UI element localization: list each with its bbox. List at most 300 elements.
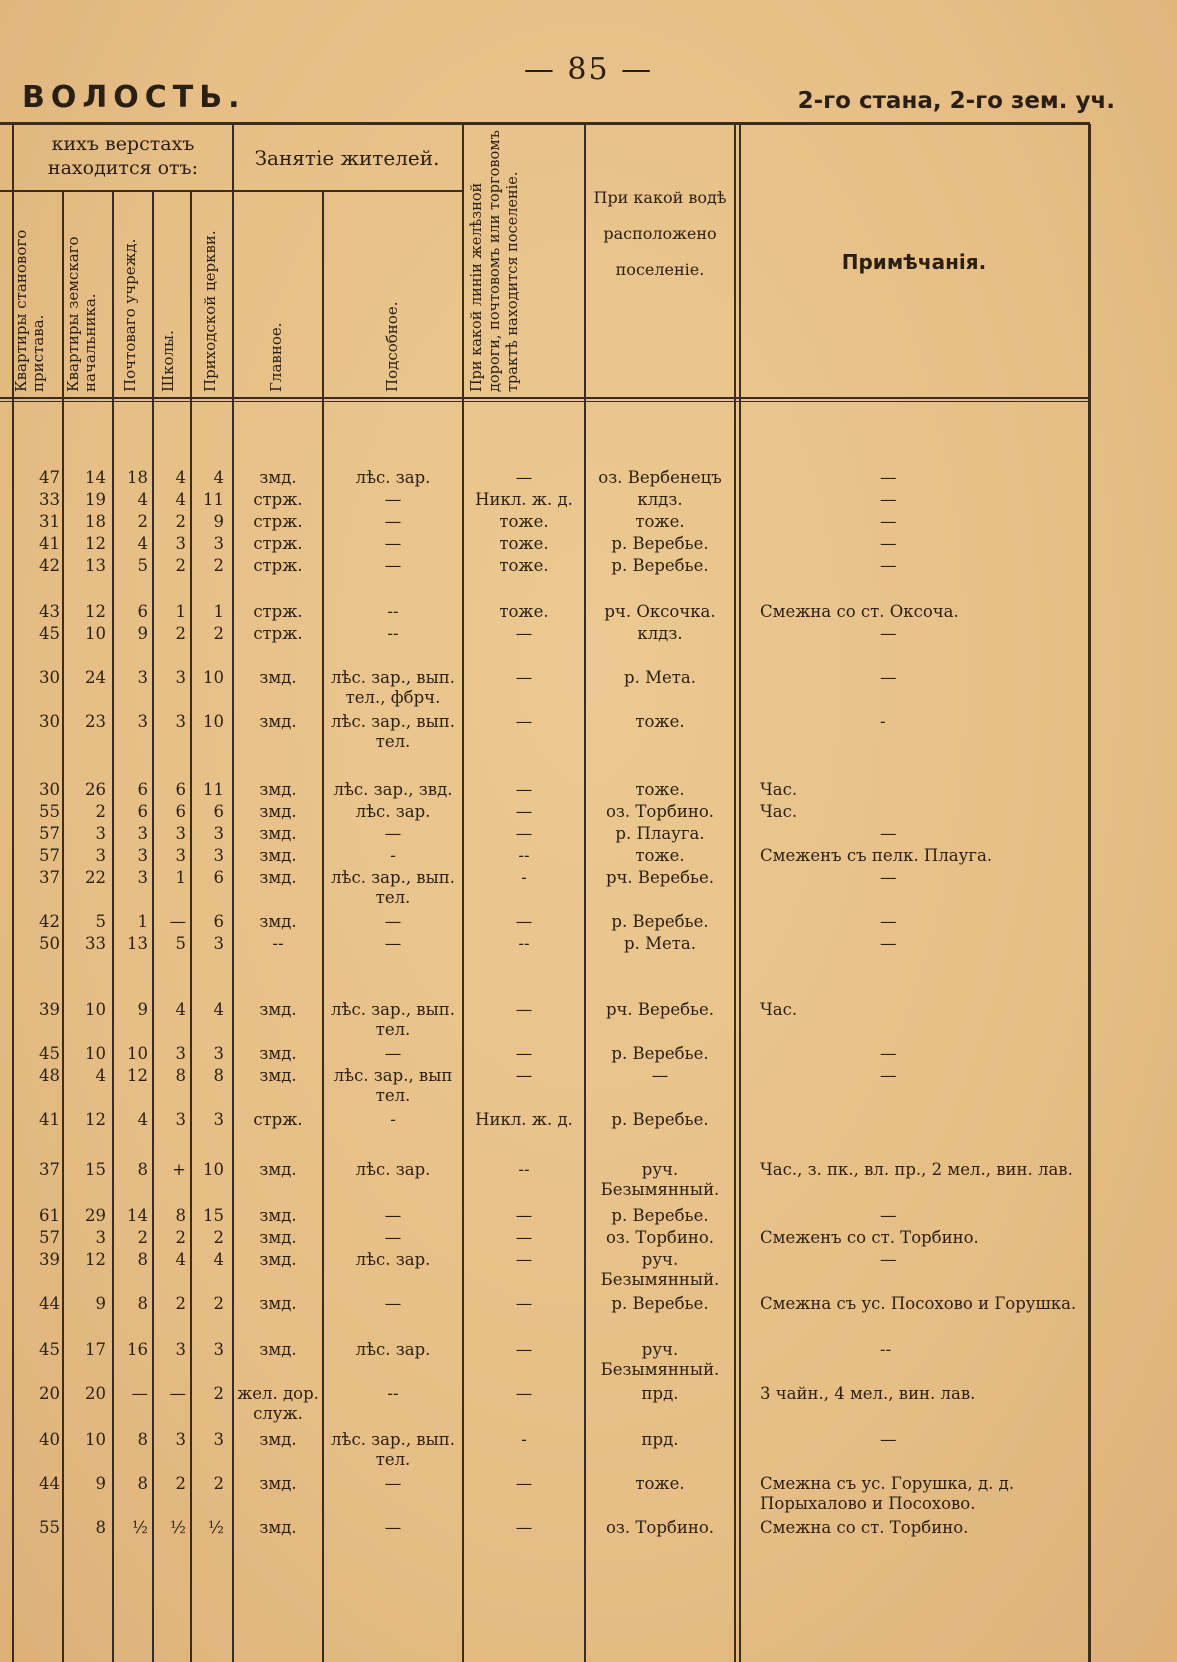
main-occupation-cell: змд.	[259, 1228, 297, 1247]
side-occupation-cell: —	[384, 1294, 402, 1313]
road-cell: —	[515, 1474, 533, 1493]
water-cell: р. Веребье.	[611, 1294, 709, 1313]
distance-cell: 13	[85, 556, 106, 575]
distance-cell: ½	[208, 1518, 224, 1537]
main-occupation-cell: стрж.	[253, 534, 303, 553]
distance-cell: 2	[213, 1474, 224, 1493]
note-cell: —	[880, 490, 897, 509]
top-rule	[0, 122, 1090, 125]
distance-cell: 2	[213, 1294, 224, 1313]
main-occupation-cell: стрж.	[253, 624, 303, 643]
distance-cell: 33	[85, 934, 106, 953]
distance-group-header: кихъ верстахъ находится отъ:	[47, 133, 199, 179]
distance-cell: 23	[85, 712, 106, 731]
distance-cell: 42	[39, 912, 60, 931]
distance-cell: 2	[213, 1228, 224, 1247]
distance-cell: 3	[213, 824, 224, 843]
side-occupation-cell: --	[387, 1384, 399, 1403]
water-cell: тоже.	[635, 712, 685, 731]
distance-cell: 16	[127, 1340, 148, 1359]
distance-cell: 14	[85, 468, 106, 487]
note-cell: Смежна со ст. Торбино.	[760, 1518, 969, 1537]
col-divider	[462, 124, 464, 1662]
stanovoy-header: Квартиры станового пристава.	[12, 229, 47, 392]
water-cell: оз. Торбино.	[605, 1228, 715, 1247]
distance-cell: 42	[39, 556, 60, 575]
distance-cell: +	[172, 1160, 186, 1179]
distance-cell: 50	[39, 934, 60, 953]
road-cell: --	[518, 1160, 530, 1179]
road-cell: —	[515, 824, 533, 843]
side-occupation-cell: --	[387, 602, 399, 621]
distance-cell: 57	[39, 1228, 60, 1247]
distance-cell: 3	[175, 1340, 186, 1359]
side-occupation-cell: —	[384, 534, 402, 553]
distance-cell: 3	[175, 1044, 186, 1063]
distance-cell: 37	[39, 1160, 60, 1179]
distance-cell: ½	[132, 1518, 148, 1537]
water-cell: р. Веребье.	[611, 556, 709, 575]
note-cell: Смежна съ ус. Горушка, д. д. Порыхалово и Посохово.	[760, 1474, 1015, 1513]
distance-cell: 3	[175, 1430, 186, 1449]
distance-cell: 12	[85, 1250, 106, 1269]
side-occupation-cell: —	[384, 912, 402, 931]
distance-cell: —	[131, 1384, 148, 1403]
distance-cell: 3	[213, 934, 224, 953]
side-occupation-cell: лѣс. зар.	[355, 802, 431, 821]
note-cell: —	[880, 624, 897, 643]
distance-cell: 30	[39, 780, 60, 799]
distance-cell: 30	[39, 668, 60, 687]
main-occupation-cell: змд.	[259, 668, 297, 687]
note-cell: Час.	[760, 802, 798, 821]
distance-cell: 10	[85, 1000, 106, 1019]
note-cell: Час.	[760, 1000, 798, 1019]
side-occupation-header: Подсобное.	[383, 301, 401, 392]
side-occupation-cell: —	[384, 512, 402, 531]
main-occupation-cell: змд.	[259, 1000, 297, 1019]
distance-cell: 10	[203, 1160, 224, 1179]
water-header: При какой водѣ расположено поселеніе.	[593, 188, 727, 279]
note-cell: —	[880, 556, 897, 575]
distance-cell: 26	[85, 780, 106, 799]
distance-cell: 8	[137, 1160, 148, 1179]
distance-cell: 4	[137, 534, 148, 553]
distance-cell: 6	[137, 802, 148, 821]
water-cell: р. Мета.	[624, 934, 696, 953]
main-occupation-cell: змд.	[259, 1044, 297, 1063]
main-occupation-cell: жел. дор. служ.	[237, 1384, 319, 1423]
distance-cell: 3	[137, 824, 148, 843]
distance-cell: 10	[85, 624, 106, 643]
distance-cell: 43	[39, 602, 60, 621]
distance-cell: 4	[175, 468, 186, 487]
water-cell: оз. Торбино.	[605, 1518, 715, 1537]
distance-cell: 15	[203, 1206, 224, 1225]
distance-cell: 18	[85, 512, 106, 531]
road-cell: тоже.	[499, 556, 549, 575]
main-occupation-cell: змд.	[259, 468, 297, 487]
distance-cell: 20	[85, 1384, 106, 1403]
distance-cell: 8	[175, 1206, 186, 1225]
side-occupation-cell: лѣс. зар., вып. тел.	[331, 1430, 455, 1469]
main-occupation-cell: змд.	[259, 712, 297, 731]
distance-cell: 3	[175, 846, 186, 865]
main-occupation-cell: змд.	[259, 1250, 297, 1269]
distance-cell: 12	[85, 602, 106, 621]
distance-cell: 4	[213, 1000, 224, 1019]
note-cell: Смеженъ со ст. Торбино.	[760, 1228, 979, 1247]
distance-cell: 44	[39, 1294, 60, 1313]
distance-cell: 8	[95, 1518, 106, 1537]
water-cell: р. Веребье.	[611, 1206, 709, 1225]
distance-cell: 9	[137, 1000, 148, 1019]
road-cell: —	[515, 1206, 533, 1225]
water-cell: тоже.	[635, 780, 685, 799]
distance-cell: 2	[175, 1294, 186, 1313]
road-cell: —	[515, 1294, 533, 1313]
distance-cell: 3	[213, 1430, 224, 1449]
water-cell: р. Веребье.	[611, 1044, 709, 1063]
distance-cell: 33	[39, 490, 60, 509]
distance-cell: 17	[85, 1340, 106, 1359]
distance-cell: 9	[95, 1294, 106, 1313]
distance-cell: 10	[203, 712, 224, 731]
distance-cell: 4	[95, 1066, 106, 1085]
side-occupation-cell: —	[384, 1044, 402, 1063]
water-cell: рч. Оксочка.	[604, 602, 716, 621]
distance-cell: 4	[213, 468, 224, 487]
distance-cell: 3	[213, 1340, 224, 1359]
zemsky-header: Квартиры земскаго начальника.	[64, 236, 99, 392]
distance-cell: 3	[175, 1110, 186, 1129]
distance-cell: 3	[175, 534, 186, 553]
water-cell: р. Веребье.	[611, 534, 709, 553]
distance-cell: 61	[39, 1206, 60, 1225]
road-cell: тоже.	[499, 534, 549, 553]
note-cell: Смежна съ ус. Посохово и Горушка.	[760, 1294, 1077, 1313]
distance-cell: 13	[127, 934, 148, 953]
distance-cell: 9	[213, 512, 224, 531]
side-occupation-cell: —	[384, 1474, 402, 1493]
side-occupation-cell: —	[384, 1228, 402, 1247]
distance-cell: 4	[137, 1110, 148, 1129]
side-occupation-cell: --	[387, 624, 399, 643]
road-cell: -	[521, 1430, 527, 1449]
header-volost: ВОЛОСТЬ.	[22, 80, 246, 115]
distance-cell: 2	[137, 512, 148, 531]
distance-cell: 11	[203, 780, 224, 799]
distance-cell: 10	[85, 1430, 106, 1449]
distance-cell: 3	[137, 868, 148, 887]
distance-cell: 39	[39, 1250, 60, 1269]
note-cell: Час., з. пк., вл. пр., 2 мел., вин. лав.	[760, 1160, 1073, 1179]
side-occupation-cell: лѣс. зар.	[355, 1160, 431, 1179]
road-cell: Никл. ж. д.	[475, 490, 573, 509]
main-occupation-cell: змд.	[259, 824, 297, 843]
distance-cell: 3	[95, 846, 106, 865]
water-cell: р. Мета.	[624, 668, 696, 687]
road-cell: —	[515, 1518, 533, 1537]
header-bottom-rule-2	[0, 401, 1090, 402]
road-cell: тоже.	[499, 512, 549, 531]
distance-cell: 6	[213, 868, 224, 887]
distance-cell: 11	[203, 490, 224, 509]
side-occupation-cell: —	[384, 824, 402, 843]
distance-cell: 3	[213, 1044, 224, 1063]
note-cell: —	[880, 1066, 897, 1085]
col-divider	[322, 190, 324, 1662]
main-occupation-cell: змд.	[259, 1518, 297, 1537]
side-occupation-cell: лѣс. зар.	[355, 1250, 431, 1269]
main-occupation-cell: змд.	[259, 1206, 297, 1225]
main-occupation-cell: змд.	[259, 1160, 297, 1179]
distance-cell: 15	[85, 1160, 106, 1179]
main-occupation-cell: стрж.	[253, 490, 303, 509]
distance-cell: 6	[213, 912, 224, 931]
road-cell: —	[515, 1384, 533, 1403]
distance-cell: 12	[85, 1110, 106, 1129]
distance-cell: 41	[39, 1110, 60, 1129]
distance-cell: 4	[213, 1250, 224, 1269]
distance-cell: 45	[39, 1340, 60, 1359]
church-header: Приходской церкви.	[201, 230, 219, 392]
water-cell: руч. Безымянный.	[600, 1250, 720, 1289]
note-cell: —	[880, 912, 897, 931]
main-occupation-cell: змд.	[259, 1474, 297, 1493]
water-cell: р. Веребье.	[611, 912, 709, 931]
road-cell: —	[515, 668, 533, 687]
distance-cell: 6	[175, 802, 186, 821]
distance-cell: 29	[85, 1206, 106, 1225]
main-occupation-cell: --	[272, 934, 284, 953]
distance-cell: 2	[175, 556, 186, 575]
distance-cell: 5	[95, 912, 106, 931]
main-occupation-cell: стрж.	[253, 602, 303, 621]
distance-cell: 1	[213, 602, 224, 621]
side-occupation-cell: -	[390, 846, 396, 865]
distance-cell: 55	[39, 1518, 60, 1537]
note-cell: Час.	[760, 780, 798, 799]
note-cell: 3 чайн., 4 мел., вин. лав.	[760, 1384, 976, 1403]
distance-cell: 20	[39, 1384, 60, 1403]
distance-cell: 48	[39, 1066, 60, 1085]
distance-cell: 37	[39, 868, 60, 887]
distance-cell: 40	[39, 1430, 60, 1449]
road-cell: —	[515, 802, 533, 821]
distance-cell: 2	[175, 1228, 186, 1247]
note-cell: -	[880, 712, 886, 731]
road-cell: —	[515, 1228, 533, 1247]
distance-cell: 45	[39, 624, 60, 643]
note-cell: —	[880, 512, 897, 531]
main-occupation-header: Главное.	[267, 322, 285, 392]
note-cell: —	[880, 668, 897, 687]
road-cell: —	[515, 1340, 533, 1359]
note-cell: —	[880, 868, 897, 887]
note-cell: —	[880, 824, 897, 843]
note-cell: —	[880, 1250, 897, 1269]
distance-cell: 10	[127, 1044, 148, 1063]
side-occupation-cell: лѣс. зар., вып тел.	[333, 1066, 453, 1105]
road-cell: —	[515, 468, 533, 487]
road-cell: Никл. ж. д.	[475, 1110, 573, 1129]
distance-cell: 6	[137, 780, 148, 799]
side-occupation-cell: —	[384, 556, 402, 575]
main-occupation-cell: змд.	[259, 846, 297, 865]
note-cell: —	[880, 534, 897, 553]
main-occupation-cell: змд.	[259, 1294, 297, 1313]
distance-cell: 44	[39, 1474, 60, 1493]
side-occupation-cell: лѣс. зар., вып. тел.	[331, 868, 455, 907]
road-cell: —	[515, 1250, 533, 1269]
water-cell: р. Плауга.	[615, 824, 705, 843]
distance-cell: 5	[175, 934, 186, 953]
distance-cell: 4	[175, 1000, 186, 1019]
distance-cell: 10	[203, 668, 224, 687]
side-occupation-cell: —	[384, 490, 402, 509]
distance-cell: 3	[175, 824, 186, 843]
distance-cell: 14	[127, 1206, 148, 1225]
water-cell: оз. Торбино.	[605, 802, 715, 821]
distance-cell: 3	[213, 1110, 224, 1129]
school-header: Школы.	[159, 330, 177, 392]
side-occupation-cell: лѣс. зар., вып. тел., фбрч.	[331, 668, 455, 707]
col-divider	[232, 124, 234, 1662]
road-cell: -	[521, 868, 527, 887]
road-cell: —	[515, 712, 533, 731]
side-occupation-cell: -	[390, 1110, 396, 1129]
col-divider-right	[1088, 124, 1091, 1662]
distance-cell: 22	[85, 868, 106, 887]
water-cell: тоже.	[635, 846, 685, 865]
distance-cell: 41	[39, 534, 60, 553]
distance-cell: 57	[39, 846, 60, 865]
side-occupation-cell: —	[384, 1518, 402, 1537]
occupation-group-header: Занятіе жителей.	[254, 146, 440, 170]
distance-cell: 57	[39, 824, 60, 843]
road-cell: —	[515, 780, 533, 799]
water-cell: прд.	[641, 1384, 679, 1403]
distance-cell: 8	[137, 1250, 148, 1269]
distance-cell: 30	[39, 712, 60, 731]
distance-cell: 2	[175, 512, 186, 531]
col-divider	[584, 124, 586, 1662]
distance-cell: 3	[213, 846, 224, 865]
water-cell: руч. Безымянный.	[600, 1340, 720, 1379]
note-cell: Смеженъ съ пелк. Плауга.	[760, 846, 993, 865]
main-occupation-cell: змд.	[259, 802, 297, 821]
note-cell: --	[880, 1340, 892, 1359]
road-cell: --	[518, 846, 530, 865]
main-occupation-cell: змд.	[259, 780, 297, 799]
distance-cell: 3	[175, 668, 186, 687]
distance-cell: 31	[39, 512, 60, 531]
header-district: 2-го стана, 2-го зем. уч.	[797, 88, 1115, 114]
water-cell: оз. Вербенецъ	[598, 468, 722, 487]
distance-cell: 2	[95, 802, 106, 821]
side-occupation-cell: лѣс. зар.	[355, 1340, 431, 1359]
distance-cell: 45	[39, 1044, 60, 1063]
distance-cell: 8	[137, 1430, 148, 1449]
distance-cell: 2	[213, 624, 224, 643]
distance-cell: 3	[175, 712, 186, 731]
distance-cell: 6	[175, 780, 186, 799]
distance-cell: ½	[170, 1518, 186, 1537]
distance-cell: 9	[137, 624, 148, 643]
distance-cell: 19	[85, 490, 106, 509]
note-cell: —	[880, 934, 897, 953]
distance-cell: 4	[137, 490, 148, 509]
main-occupation-cell: змд.	[259, 1340, 297, 1359]
side-occupation-cell: лѣс. зар., вып. тел.	[331, 712, 455, 751]
main-occupation-cell: змд.	[259, 1430, 297, 1449]
group-rule-occupation	[232, 190, 462, 192]
side-occupation-cell: —	[384, 1206, 402, 1225]
road-cell: —	[515, 1066, 533, 1085]
distance-cell: 12	[85, 534, 106, 553]
note-cell: —	[880, 468, 897, 487]
note-cell: —	[880, 1044, 897, 1063]
distance-cell: 12	[127, 1066, 148, 1085]
distance-cell: 6	[213, 802, 224, 821]
header-bottom-rule	[0, 397, 1090, 399]
distance-cell: 8	[137, 1294, 148, 1313]
distance-cell: 10	[85, 1044, 106, 1063]
distance-cell: 9	[95, 1474, 106, 1493]
road-cell: —	[515, 624, 533, 643]
distance-cell: 2	[213, 556, 224, 575]
distance-cell: 3	[95, 824, 106, 843]
distance-cell: 3	[137, 712, 148, 731]
distance-cell: 8	[175, 1066, 186, 1085]
distance-cell: 24	[85, 668, 106, 687]
distance-cell: —	[169, 1384, 186, 1403]
distance-cell: 1	[175, 868, 186, 887]
water-cell: —	[651, 1066, 669, 1085]
water-cell: рч. Веребье.	[605, 868, 715, 887]
main-occupation-cell: змд.	[259, 868, 297, 887]
side-occupation-cell: —	[384, 934, 402, 953]
distance-cell: 18	[127, 468, 148, 487]
water-cell: руч. Безымянный.	[600, 1160, 720, 1199]
distance-cell: 5	[137, 556, 148, 575]
page-number: — 85 —	[523, 52, 654, 87]
distance-cell: 55	[39, 802, 60, 821]
main-occupation-cell: змд.	[259, 912, 297, 931]
notes-header: Примѣчанія.	[841, 250, 987, 274]
distance-cell: 4	[175, 490, 186, 509]
side-occupation-cell: лѣс. зар., звд.	[333, 780, 453, 799]
main-occupation-cell: стрж.	[253, 1110, 303, 1129]
note-cell: Смежна со ст. Оксоча.	[760, 602, 959, 621]
distance-cell: 8	[137, 1474, 148, 1493]
note-cell: —	[880, 1206, 897, 1225]
water-cell: тоже.	[635, 1474, 685, 1493]
road-cell: тоже.	[499, 602, 549, 621]
side-occupation-cell: лѣс. зар., вып. тел.	[331, 1000, 455, 1039]
col-divider	[734, 124, 736, 1662]
distance-cell: 47	[39, 468, 60, 487]
distance-cell: 4	[175, 1250, 186, 1269]
water-cell: рч. Веребье.	[605, 1000, 715, 1019]
distance-cell: 2	[175, 624, 186, 643]
road-cell: —	[515, 1000, 533, 1019]
water-cell: клдз.	[637, 624, 683, 643]
main-occupation-cell: стрж.	[253, 512, 303, 531]
col-divider	[739, 124, 741, 1662]
distance-cell: —	[169, 912, 186, 931]
